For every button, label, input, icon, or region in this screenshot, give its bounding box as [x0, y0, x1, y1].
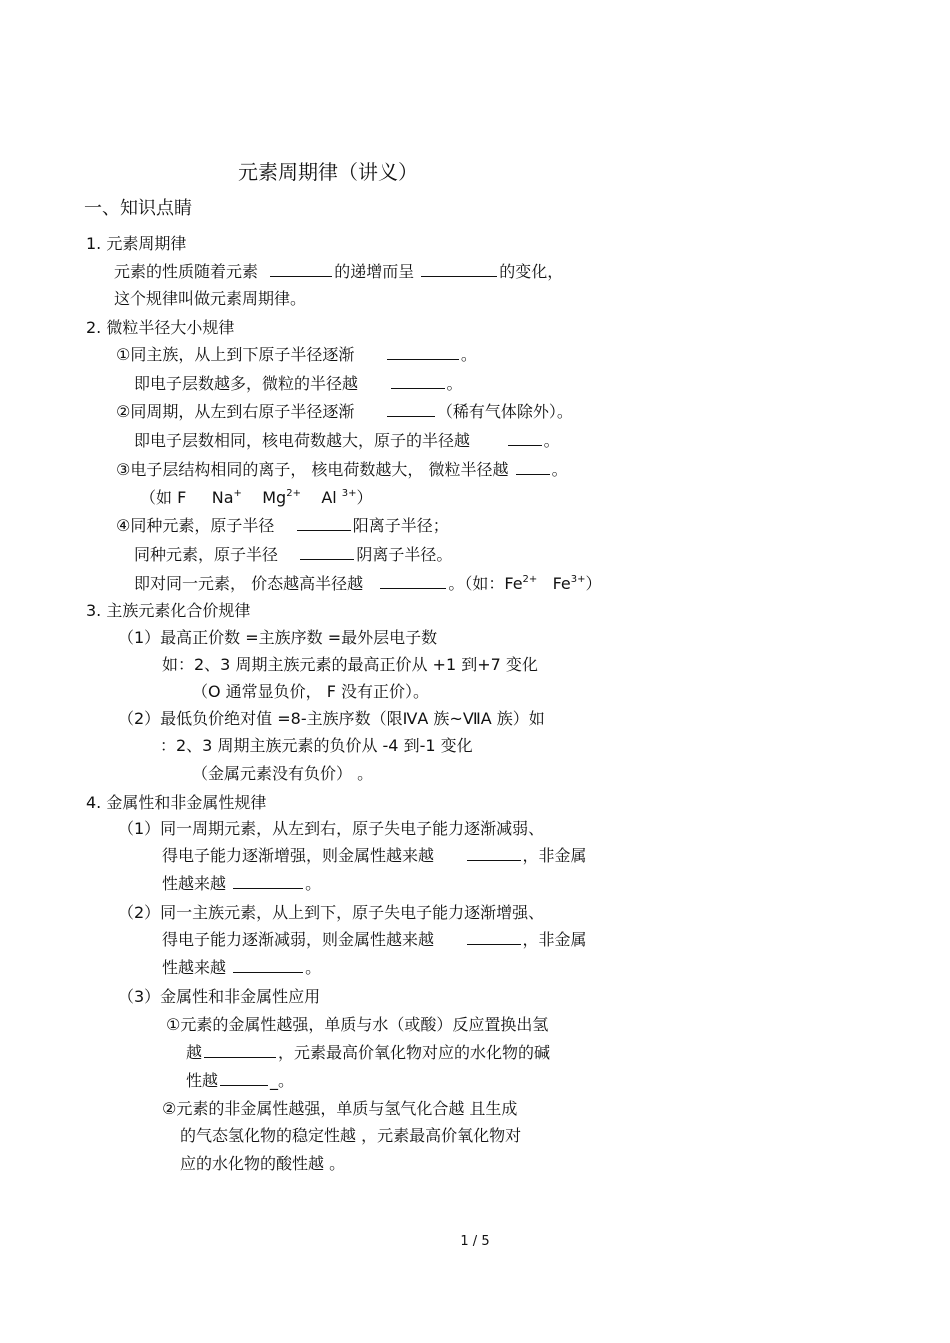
section-heading: 一、知识点睛	[84, 198, 192, 219]
item-2-heading: 2. 微粒半径大小规律	[86, 318, 235, 337]
item-1-line-1: 元素的性质随着元素 的递增而呈 的变化，	[114, 262, 564, 281]
item-2-rule-3a: ③电子层结构相同的离子， 核电荷数越大， 微粒半径越 。	[116, 460, 568, 479]
blank-field	[297, 516, 351, 531]
item-4-sub-1-line-3: 性越来越 。	[162, 874, 322, 893]
page-title: 元素周期律（讲义）	[238, 160, 418, 184]
item-3-line-2: 如：2、3 周期主族元素的最高正价从 +1 到+7 变化	[162, 655, 538, 674]
item-3-line-5: ：2、3 周期主族元素的负价从 -4 到-1 变化	[160, 736, 473, 755]
item-3-line-4: （2）最低负价绝对值 =8-主族序数（限ⅣA 族~ⅦA 族）如	[118, 709, 545, 728]
item-3-heading: 3. 主族元素化合价规律	[86, 601, 251, 620]
blank-field	[380, 574, 446, 589]
blank-field	[387, 402, 435, 417]
item-2-rule-3b: （如 F Na+ $Mg^{2+}$ Al $^{3+}$）	[140, 488, 373, 507]
item-2-rule-4b: 同种元素，原子半径 阴离子半径。	[134, 545, 453, 564]
item-2-rule-4a: ④同种元素，原子半径 阳离子半径；	[116, 516, 449, 535]
item-2-rule-2b: 即电子层数相同，核电荷数越大，原子的半径越 。	[134, 431, 560, 450]
item-4-sub-3-line-5: 的气态氢化物的稳定性越 ，元素最高价氧化物对	[180, 1126, 522, 1145]
item-4-heading: 4. 金属性和非金属性规律	[86, 793, 267, 812]
blank-field	[233, 874, 303, 889]
blank-field	[270, 262, 332, 277]
item-4-sub-2-line-1: （2）同一主族元素，从上到下，原子失电子能力逐渐增强、	[118, 903, 545, 922]
item-3-line-3: （O 通常显负价， F 没有正价）。	[192, 682, 430, 701]
item-2-rule-1a: ①同主族，从上到下原子半径逐渐 。	[116, 345, 477, 364]
item-3-line-1: （1）最高正价数 =主族序数 =最外层电子数	[118, 628, 438, 647]
blank-field	[204, 1043, 276, 1058]
item-4-sub-1-line-1: （1）同一周期元素，从左到右，原子失电子能力逐渐减弱、	[118, 819, 545, 838]
blank-field	[516, 460, 550, 475]
page-number: 1 / 5	[460, 1234, 490, 1249]
item-4-sub-3-line-3: 性越 _。	[186, 1071, 295, 1090]
item-2-rule-1b: 即电子层数越多，微粒的半径越 。	[134, 374, 463, 393]
item-1-line-2: 这个规律叫做元素周期律。	[114, 289, 307, 308]
blank-field	[391, 374, 445, 389]
blank-field	[300, 545, 354, 560]
blank-field	[467, 846, 521, 861]
item-1-heading: 1. 元素周期律	[86, 234, 187, 253]
item-4-sub-3-line-1: ①元素的金属性越强，单质与水（或酸）反应置换出氢	[166, 1015, 549, 1034]
blank-field	[421, 262, 497, 277]
item-4-sub-3-heading: （3）金属性和非金属性应用	[118, 987, 321, 1006]
item-4-sub-1-line-2: 得电子能力逐渐增强，则金属性越来越 ，非金属	[162, 846, 587, 865]
item-4-sub-3-line-2: 越 ，元素最高价氧化物对应的水化物的碱	[186, 1043, 551, 1062]
item-4-sub-3-line-6: 应的水化物的酸性越 。	[180, 1154, 346, 1173]
item-3-line-6: （金属元素没有负价） 。	[192, 764, 374, 783]
item-2-rule-4c: 即对同一元素， 价态越高半径越 。（如：$Fe^{2+}$ $Fe^{3+}$）	[134, 574, 602, 593]
blank-field	[233, 958, 303, 973]
item-4-sub-2-line-3: 性越来越 。	[162, 958, 322, 977]
blank-field	[220, 1071, 268, 1086]
blank-field	[508, 431, 542, 446]
item-2-rule-2a: ②同周期，从左到右原子半径逐渐 （稀有气体除外）。	[116, 402, 573, 421]
item-4-sub-2-line-2: 得电子能力逐渐减弱，则金属性越来越 ，非金属	[162, 930, 587, 949]
blank-field	[467, 930, 521, 945]
blank-field	[387, 345, 459, 360]
item-4-sub-3-line-4: ②元素的非金属性越强，单质与氢气化合越 且生成	[162, 1099, 518, 1118]
